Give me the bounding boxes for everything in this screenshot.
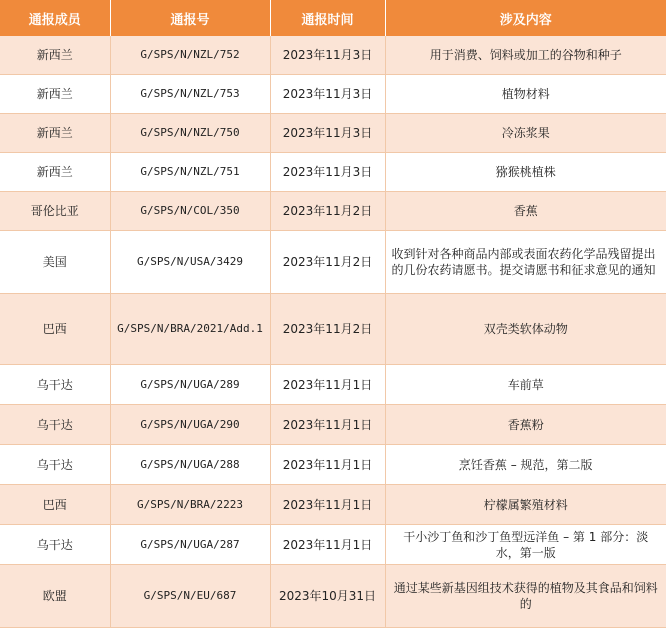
cell-date: 2023年11月3日 [270,153,385,192]
cell-code: G/SPS/N/UGA/289 [110,365,270,405]
cell-member: 美国 [0,231,110,294]
cell-member: 乌干达 [0,405,110,445]
table-row [0,192,666,231]
table-row [0,565,666,628]
table-row [0,231,666,294]
cell-content: 干小沙丁鱼和沙丁鱼型远洋鱼 – 第 1 部分：淡水，第一版 [385,525,666,565]
cell-code: G/SPS/N/EU/687 [110,565,270,628]
table-row [0,525,666,565]
cell-member: 巴西 [0,294,110,365]
header-row [0,0,666,36]
cell-date: 2023年11月2日 [270,231,385,294]
header-content: 涉及内容 [385,0,666,36]
cell-content: 猕猴桃植株 [385,153,666,192]
cell-content: 用于消费、饲料或加工的谷物和种子 [385,36,666,75]
cell-date: 2023年11月3日 [270,36,385,75]
cell-date: 2023年11月1日 [270,485,385,525]
header-code: 通报号 [110,0,270,36]
cell-code: G/SPS/N/BRA/2223 [110,485,270,525]
cell-member: 新西兰 [0,75,110,114]
table-row [0,75,666,114]
table-row [0,485,666,525]
cell-date: 2023年11月3日 [270,75,385,114]
cell-content: 植物材料 [385,75,666,114]
cell-content: 车前草 [385,365,666,405]
cell-member: 巴西 [0,485,110,525]
header-date: 通报时间 [270,0,385,36]
cell-member: 哥伦比亚 [0,192,110,231]
table-row [0,365,666,405]
cell-content: 通过某些新基因组技术获得的植物及其食品和饲料的 [385,565,666,628]
table-row [0,36,666,75]
cell-date: 2023年11月3日 [270,114,385,153]
cell-member: 乌干达 [0,365,110,405]
cell-content: 双壳类软体动物 [385,294,666,365]
cell-code: G/SPS/N/COL/350 [110,192,270,231]
cell-code: G/SPS/N/NZL/750 [110,114,270,153]
cell-code: G/SPS/N/UGA/290 [110,405,270,445]
cell-member: 欧盟 [0,565,110,628]
cell-member: 新西兰 [0,36,110,75]
cell-code: G/SPS/N/BRA/2021/Add.1 [110,294,270,365]
table-row [0,294,666,365]
cell-content: 柠檬属繁殖材料 [385,485,666,525]
cell-code: G/SPS/N/UGA/287 [110,525,270,565]
table-row [0,405,666,445]
cell-code: G/SPS/N/NZL/753 [110,75,270,114]
cell-date: 2023年11月1日 [270,525,385,565]
cell-member: 新西兰 [0,153,110,192]
table-row [0,114,666,153]
cell-member: 乌干达 [0,445,110,485]
table-row [0,153,666,192]
cell-content: 香蕉 [385,192,666,231]
cell-code: G/SPS/N/NZL/751 [110,153,270,192]
cell-code: G/SPS/N/UGA/288 [110,445,270,485]
cell-content: 收到针对各种商品内部或表面农药化学品残留提出的几份农药请愿书。提交请愿书和征求意见的通知 [385,231,666,294]
cell-date: 2023年10月31日 [270,565,385,628]
cell-code: G/SPS/N/NZL/752 [110,36,270,75]
cell-content: 烹饪香蕉 – 规范，第二版 [385,445,666,485]
cell-content: 香蕉粉 [385,405,666,445]
cell-member: 乌干达 [0,525,110,565]
cell-date: 2023年11月2日 [270,192,385,231]
cell-date: 2023年11月1日 [270,405,385,445]
cell-content: 冷冻浆果 [385,114,666,153]
cell-date: 2023年11月1日 [270,365,385,405]
header-member: 通报成员 [0,0,110,36]
cell-member: 新西兰 [0,114,110,153]
table-row [0,445,666,485]
cell-code: G/SPS/N/USA/3429 [110,231,270,294]
cell-date: 2023年11月2日 [270,294,385,365]
cell-date: 2023年11月1日 [270,445,385,485]
